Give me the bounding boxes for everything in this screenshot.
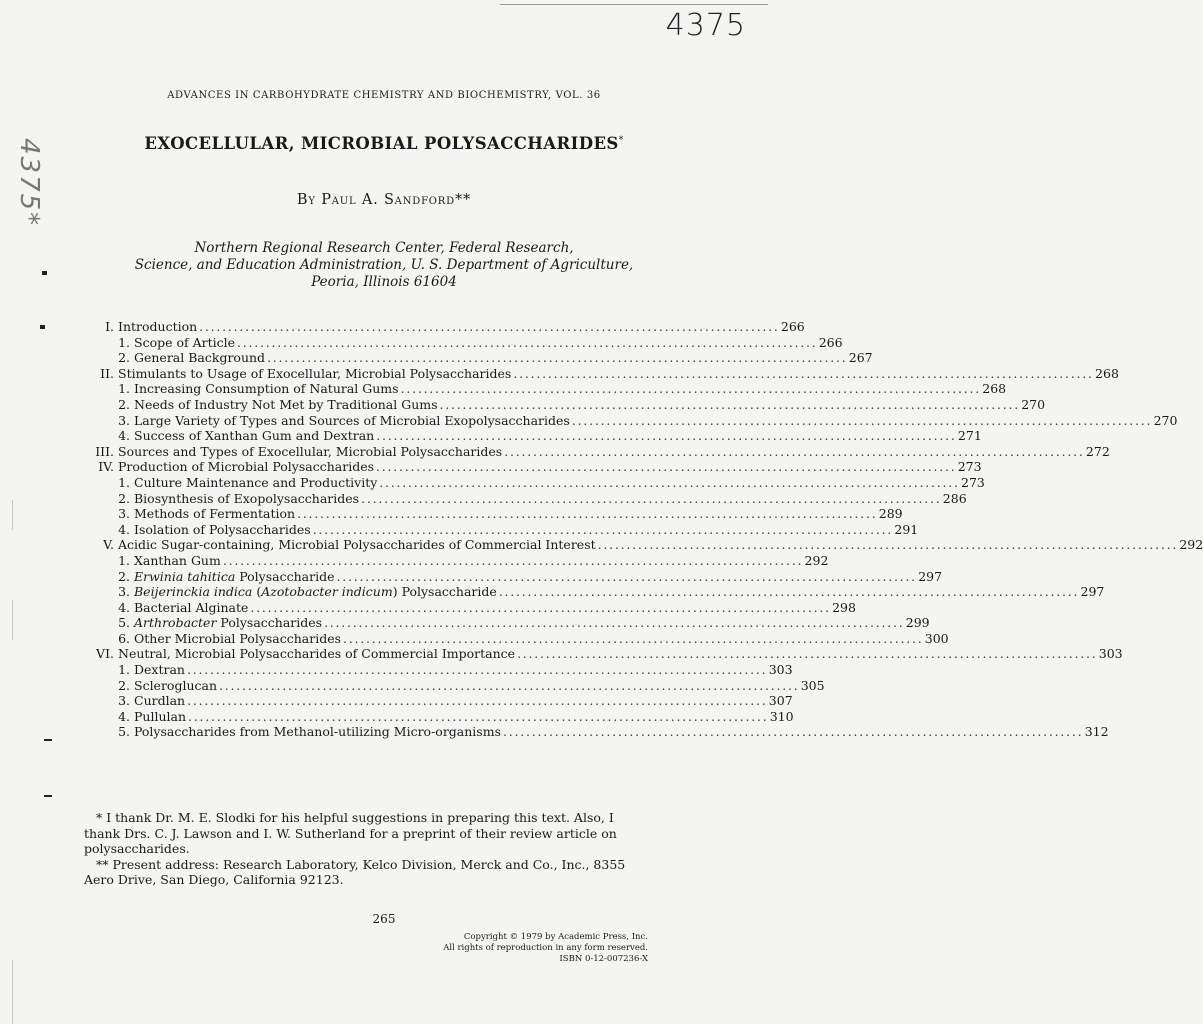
- toc-leader-dots: [374, 428, 956, 444]
- toc-entry: [84, 662, 793, 678]
- toc-entry: [84, 412, 1178, 429]
- affiliation-line: Peoria, Illinois 61604: [311, 274, 457, 290]
- toc-entry: [84, 506, 903, 522]
- toc-page-number: 266: [780, 319, 805, 334]
- toc-page-number: 310: [769, 708, 794, 724]
- toc-leader-dots: [438, 397, 1020, 413]
- scan-artifact: [12, 500, 13, 530]
- margin-mark: [44, 739, 52, 741]
- toc-entry-number: 1.: [118, 662, 130, 678]
- toc-leader-dots: [570, 413, 1152, 429]
- toc-entry-number: 1.: [118, 334, 130, 350]
- toc-entry-title: Xanthan Gum: [134, 552, 221, 568]
- toc-leader-dots: [497, 584, 1079, 600]
- toc-entry-title: Isolation of Polysaccharides: [134, 521, 311, 537]
- toc-page-number: 298: [832, 599, 856, 615]
- toc-page-number: 303: [1098, 646, 1123, 662]
- toc-leader-dots: [265, 350, 847, 366]
- toc-entry-title: Dextran: [134, 662, 185, 678]
- toc-entry-title: Culture Maintenance and Productivity: [134, 474, 378, 490]
- toc-entry: [84, 724, 1109, 740]
- toc-page-number: 303: [768, 662, 793, 678]
- toc-entry-title: Increasing Consumption of Natural Gums: [134, 381, 399, 397]
- toc-page-number: 271: [957, 428, 982, 444]
- toc-page-number: 291: [894, 521, 919, 537]
- article-title-text: EXOCELLULAR, MICROBIAL POLYSACCHARIDES: [144, 134, 619, 153]
- toc-entry: [84, 334, 843, 351]
- toc-page-number: 299: [905, 615, 930, 631]
- toc-leader-dots: [186, 709, 768, 725]
- toc-entry-title: Bacterial Alginate: [134, 599, 249, 615]
- margin-mark: [40, 325, 45, 329]
- toc-entry-number: 2.: [118, 677, 130, 693]
- toc-entry-title: Acidic Sugar-containing, Microbial Polysaccharides of Commercial Interest: [118, 537, 596, 553]
- affiliation-line: Science, and Education Administration, U. S. Department of Agriculture,: [134, 257, 634, 273]
- toc-entry-title-italic: Arthrobacter: [134, 615, 217, 631]
- toc-page-number: 300: [924, 630, 949, 646]
- toc-leader-dots: [377, 475, 959, 491]
- toc-leader-dots: [359, 491, 941, 507]
- toc-entry-number: 4.: [118, 599, 130, 615]
- toc-leader-dots: [221, 553, 803, 569]
- author-line: [0, 192, 768, 208]
- toc-entry-title-italic: Beijerinckia indica: [134, 584, 253, 600]
- toc-entry: [84, 630, 949, 647]
- toc-leader-dots: [515, 646, 1097, 662]
- toc-leader-dots: [399, 381, 981, 397]
- toc-leader-dots: [235, 335, 817, 351]
- toc-entry: [84, 443, 1110, 460]
- scan-artifact: [12, 960, 13, 1024]
- toc-leader-dots: [197, 319, 779, 335]
- margin-stamp-text: 4375*: [14, 138, 44, 228]
- toc-page-number: 307: [768, 693, 793, 709]
- toc-entry-number: II.: [100, 365, 114, 381]
- copyright-line: All rights of reproduction in any form reserved.: [443, 943, 648, 953]
- toc-page-number: 273: [957, 459, 982, 475]
- toc-entry: [84, 537, 1203, 553]
- toc-entry-title: Sources and Types of Exocellular, Microbial Polysaccharides: [118, 443, 503, 459]
- toc-entry-title: Neutral, Microbial Polysaccharides of Commercial Importance: [118, 646, 516, 662]
- copyright-line: Copyright © 1979 by Academic Press, Inc.: [463, 932, 648, 942]
- toc-leader-dots: [502, 444, 1084, 460]
- toc-page-number: 286: [942, 490, 967, 506]
- toc-entry-title: Other Microbial Polysaccharides: [134, 630, 342, 646]
- toc-entry-number: 5.: [118, 724, 130, 740]
- toc-page-number: 292: [1179, 537, 1203, 553]
- toc-entry: [84, 599, 856, 616]
- toc-leader-dots: [311, 522, 893, 538]
- toc-entry-number: V.: [103, 537, 114, 553]
- margin-mark: [44, 795, 52, 797]
- toc-leader-dots: [185, 693, 767, 709]
- toc-page-number: 266: [818, 334, 843, 350]
- toc-entry: [84, 428, 982, 444]
- toc-entry-title: Scope of Article: [134, 334, 236, 350]
- toc-entry-title: Methods of Fermentation: [134, 506, 296, 522]
- toc-entry-title: General Background: [134, 350, 266, 366]
- toc-entry-title: Arthrobacter Polysaccharides: [134, 615, 323, 631]
- toc-entry-title: Beijerinckia indica (Azotobacter indicum) Polysaccharide: [134, 584, 497, 600]
- toc-entry: [84, 490, 967, 507]
- author-footnote-mark: **: [454, 192, 472, 208]
- toc-entry: [84, 521, 919, 538]
- toc-entry-number: 5.: [118, 615, 130, 631]
- toc-entry-number: 2.: [118, 396, 130, 412]
- scan-edge-line: [500, 4, 768, 5]
- toc-page-number: 289: [878, 506, 903, 522]
- toc-entry-number: 4.: [118, 521, 130, 537]
- toc-entry-title: Production of Microbial Polysaccharides: [118, 459, 375, 475]
- toc-entry-number: VI.: [96, 646, 114, 662]
- toc-entry: [84, 584, 1105, 600]
- toc-leader-dots: [322, 615, 904, 631]
- toc-page-number: 268: [982, 381, 1007, 397]
- toc-entry-title-italic: Azotobacter indicum: [261, 584, 393, 600]
- toc-entry: [84, 474, 985, 491]
- title-footnote-mark: *: [618, 135, 624, 146]
- toc-leader-dots: [596, 537, 1178, 553]
- author-name: Paul A. Sandford: [321, 192, 455, 208]
- toc-entry-number: 3.: [118, 693, 130, 709]
- toc-leader-dots: [185, 662, 767, 678]
- toc-entry-number: 6.: [118, 630, 130, 646]
- toc-entry-title: Polysaccharides from Methanol-utilizing Micro-organisms: [134, 724, 501, 740]
- scan-artifact: [12, 600, 13, 640]
- toc-entry-number: 4.: [118, 428, 130, 444]
- toc-entry-title: Curdlan: [134, 693, 186, 709]
- toc-entry-title: Needs of Industry Not Met by Traditional Gums: [134, 396, 438, 412]
- toc-page-number: 270: [1021, 396, 1046, 412]
- toc-entry-title: Large Variety of Types and Sources of Microbial Exopolysaccharides: [134, 412, 570, 428]
- toc-entry-number: I.: [105, 319, 114, 334]
- toc-leader-dots: [295, 506, 877, 522]
- toc-entry: [84, 693, 793, 709]
- toc-page-number: 273: [961, 474, 985, 490]
- toc-entry-number: IV.: [98, 459, 114, 475]
- toc-entry-title: Biosynthesis of Exopolysaccharides: [134, 490, 360, 506]
- toc-entry-title: Scleroglucan: [134, 677, 218, 693]
- toc-entry: [84, 677, 825, 694]
- toc-entry-number: 1.: [118, 381, 130, 397]
- toc-entry-number: 2.: [118, 350, 130, 366]
- toc-entry-number: 4.: [118, 708, 130, 724]
- toc-entry-title-italic: Erwinia tahitica: [134, 568, 236, 584]
- toc-entry-number: 3.: [118, 584, 130, 600]
- toc-leader-dots: [341, 631, 923, 647]
- toc-leader-dots: [374, 459, 956, 475]
- toc-entry-number: 1.: [118, 552, 130, 568]
- page-number: 265: [372, 912, 396, 926]
- toc-entry: [84, 568, 943, 585]
- toc-entry: [84, 381, 1007, 397]
- toc-entry-title: Introduction: [118, 319, 198, 334]
- toc-entry: [84, 319, 805, 335]
- toc-page-number: 292: [804, 552, 829, 568]
- toc-page-number: 297: [1080, 584, 1105, 600]
- toc-page-number: 272: [1085, 443, 1110, 459]
- toc-page-number: 267: [848, 350, 873, 366]
- toc-entry-title: Stimulants to Usage of Exocellular, Microbial Polysaccharides: [118, 365, 512, 381]
- article-title: [0, 134, 768, 153]
- toc-entry-title: Erwinia tahitica Polysaccharide: [134, 568, 335, 584]
- toc-entry-number: 2.: [118, 490, 130, 506]
- toc-entry: [84, 615, 930, 631]
- toc-entry-title: Pullulan: [134, 708, 187, 724]
- toc-page-number: 312: [1084, 724, 1109, 740]
- toc-page-number: 270: [1153, 412, 1178, 428]
- footnotes: [84, 810, 652, 888]
- toc-entry-number: 1.: [118, 474, 130, 490]
- toc-entry: [84, 365, 1119, 382]
- copyright-block: [443, 932, 648, 965]
- footnote: ** Present address: Research Laboratory, Kelco Division, Merck and Co., Inc., 8355 Aero Drive, San Diego, California 92123.: [84, 856, 626, 888]
- footnote: * I thank Dr. M. E. Slodki for his helpful suggestions in preparing this text. Also, I thank Drs. C. J. Lawson and I. W. Sutherland for a preprint of their review article on polysaccharides.: [84, 810, 617, 857]
- toc-page-number: 268: [1095, 365, 1119, 381]
- toc-entry-number: 3.: [118, 412, 130, 428]
- toc-entry: [84, 552, 829, 569]
- toc-entry-number: 2.: [118, 568, 130, 584]
- toc-entry: [84, 396, 1046, 413]
- toc-leader-dots: [335, 569, 917, 585]
- journal-header: ADVANCES IN CARBOHYDRATE CHEMISTRY AND BIOCHEMISTRY, VOL. 36: [167, 90, 601, 101]
- toc-leader-dots: [217, 678, 799, 694]
- toc-entry: [84, 459, 982, 475]
- toc-entry: [84, 646, 1123, 662]
- toc-leader-dots: [511, 366, 1093, 382]
- toc-leader-dots: [248, 600, 830, 616]
- author-prefix: By: [296, 192, 316, 208]
- toc-leader-dots: [501, 724, 1083, 740]
- toc-page-number: 297: [918, 568, 943, 584]
- toc-entry: [84, 708, 794, 725]
- isbn-line: ISBN 0-12-007236-X: [559, 954, 648, 964]
- toc-entry: [84, 350, 873, 366]
- toc-entry-number: 3.: [118, 506, 130, 522]
- toc-entry-number: III.: [95, 443, 114, 459]
- affiliation-line: Northern Regional Research Center, Federal Research,: [194, 240, 574, 256]
- toc-page-number: 305: [800, 677, 825, 693]
- affiliation: [0, 240, 768, 291]
- handwritten-number: 4375: [665, 8, 746, 43]
- toc-entry-title: Success of Xanthan Gum and Dextran: [134, 428, 375, 444]
- table-of-contents: [84, 319, 1203, 740]
